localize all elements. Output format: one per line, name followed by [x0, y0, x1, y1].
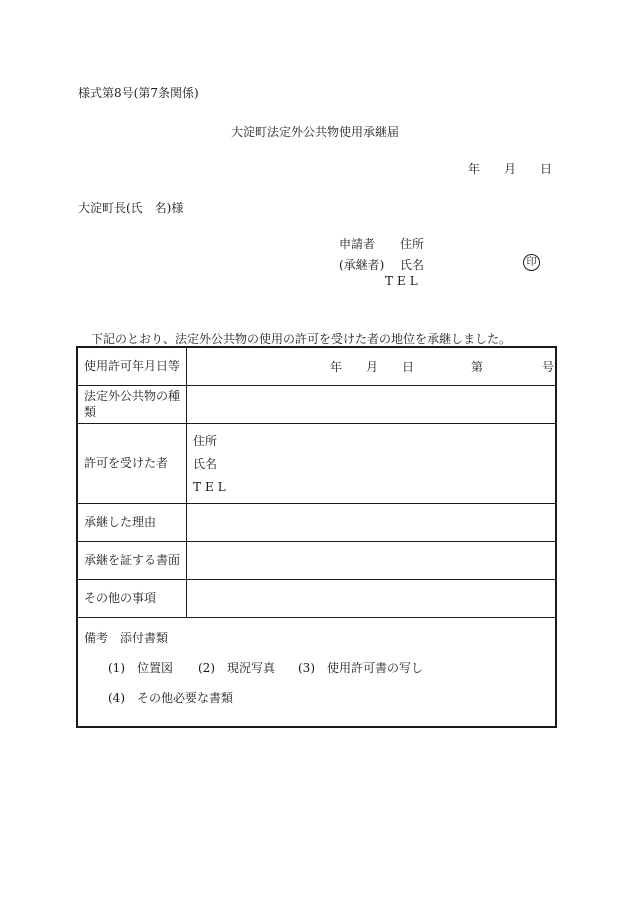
- permit-date-field[interactable]: [187, 347, 557, 385]
- succession-proof-field[interactable]: [187, 541, 557, 579]
- permit-number-prefix: 第: [471, 360, 484, 374]
- applicant-label: 申請者: [339, 237, 376, 251]
- table-row-other-matters: [77, 579, 556, 617]
- table-row-succession-proof: [77, 541, 556, 579]
- permit-holder-field[interactable]: [187, 423, 557, 503]
- form-number: 様式第8号(第7条関係): [78, 86, 199, 100]
- permit-month-label: 月: [366, 360, 379, 374]
- statement-text: 下記のとおり、法定外公共物の使用の許可を受けた者の地位を承継しました。: [91, 332, 512, 346]
- date-month-label: 月: [504, 162, 517, 176]
- date-day-label: 日: [540, 162, 553, 176]
- permit-number-suffix: 号: [542, 360, 555, 374]
- holder-tel-label: TEL: [193, 479, 230, 494]
- other-matters-field[interactable]: [187, 579, 557, 617]
- other-matters-label: その他の事項: [77, 579, 187, 617]
- notes-cell: [77, 617, 556, 727]
- date-year-label: 年: [468, 162, 481, 176]
- table-row-public-property-type: [77, 385, 556, 423]
- table-row-permit-holder: [77, 423, 556, 503]
- permit-day-label: 日: [402, 360, 415, 374]
- public-property-type-field[interactable]: [187, 385, 557, 423]
- table-row-notes: [77, 617, 556, 727]
- holder-address-label: 住所: [193, 433, 218, 448]
- holder-name-label: 氏名: [193, 456, 218, 471]
- permit-holder-label: 許可を受けた者: [77, 423, 187, 503]
- notes-item-permit-copy: (3) 使用許可書の写し: [298, 660, 423, 675]
- notes-item-site-photo: (2) 現況写真: [198, 660, 275, 675]
- form-table: [76, 346, 557, 728]
- applicant-name-label: 氏名: [400, 258, 425, 272]
- succession-proof-label: 承継を証する書面: [77, 541, 187, 579]
- succession-reason-field[interactable]: [187, 503, 557, 541]
- addressee: 大淀町長(氏 名)様: [78, 201, 184, 215]
- document-title: 大淀町法定外公共物使用承継届: [230, 125, 399, 139]
- applicant-address-label: 住所: [400, 237, 425, 251]
- table-row-permit-date: [77, 347, 556, 385]
- notes-item-location-map: (1) 位置図: [108, 660, 173, 675]
- permit-date-label: 使用許可年月日等: [77, 347, 187, 385]
- table-row-succession-reason: [77, 503, 556, 541]
- seal-icon: 印: [523, 254, 540, 271]
- permit-year-label: 年: [330, 360, 343, 374]
- notes-heading: 備考 添付書類: [84, 630, 169, 645]
- applicant-tel-label: TEL: [385, 274, 422, 288]
- public-property-type-label: 法定外公共物の種類: [77, 385, 187, 423]
- notes-item-other-documents: (4) その他必要な書類: [108, 690, 233, 705]
- succession-reason-label: 承継した理由: [77, 503, 187, 541]
- successor-label: (承継者): [339, 258, 385, 272]
